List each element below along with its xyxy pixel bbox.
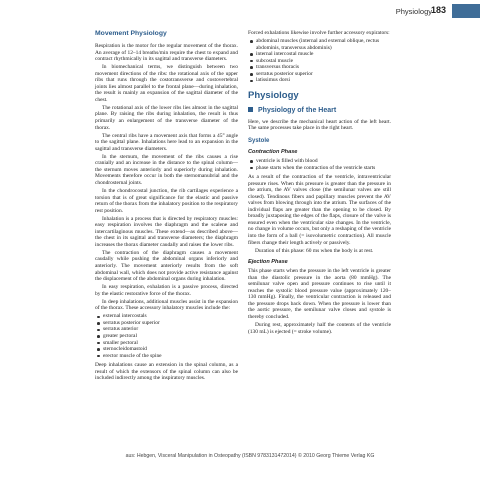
list-item: serratus posterior superior — [95, 320, 238, 327]
paragraph: The central ribs have a movement axis that forms a 45° angle to the sagittal plane. Inhalations here lead to an expansion in the sagittal and transverse diameters. — [95, 132, 238, 152]
list-item: abdominal muscles (internal and external oblique, rectus abdominis, transversus abdominis) — [248, 38, 391, 51]
list-item: ventricle is filled with blood — [248, 158, 391, 165]
ejection-phase-heading: Ejection Phase — [248, 259, 288, 266]
list-item: transversus thoracis — [248, 64, 391, 71]
paragraph: Forced exhalations likewise involve further accessory expirators: — [248, 30, 390, 36]
paragraph: In deep inhalations, additional muscles assist in the expansion of the thorax. These accessory inhalatory muscles include the: — [95, 298, 238, 312]
left-column — [95, 30, 238, 383]
paragraph: In easy respiration, exhalation is a passive process, directed by the elastic restorative force of the thorax. — [95, 284, 238, 297]
copyright-footer: aus: Hebgen, Visceral Manipulation in Osteopathy (ISBN 9783131472014) © 2010 Georg Thieme Verlag KG — [125, 453, 375, 459]
systole-heading: Systole — [248, 137, 270, 144]
page-number: 183 — [430, 5, 446, 15]
list-item: serratus posterior superior — [248, 71, 391, 78]
paragraph: In the chondrocostal junction, the rib cartilages experience a torsion that is of great significance for the elastic and passive return of the thorax from the inhalatory position to the respiratory rest position. — [95, 187, 238, 214]
physiology-section-title: Physiology — [248, 89, 299, 101]
list-item: external intercostals — [95, 313, 238, 320]
running-header — [0, 4, 480, 20]
paragraph: Deep inhalations cause an extension in the spinal column, as a result of which the extensors of the spinal column can also be included indirectly among the inspiratory muscles. — [95, 362, 238, 382]
list-item: erector muscle of the spine — [95, 353, 238, 360]
heart-physiology-heading — [248, 107, 391, 114]
paragraph: Duration of this phase: 60 ms when the body is at rest. — [255, 247, 374, 254]
list-item: internal intercostal muscle — [248, 51, 391, 58]
list-item: phase starts when the contraction of the ventricle starts — [248, 165, 391, 172]
chapter-tab — [452, 4, 480, 18]
paragraph: Inhalation is a process that is directed by respiratory muscles: easy respiration involves the diaphragm and the scalene and intercartilaginous muscles. These extend—as described above—the chest in its sagittal and transverse diameters; the diaphragm increases the thorax diameter caudally and raises the lower ribs. — [95, 215, 238, 248]
paragraph: During rest, approximately half the contents of the ventricle (130 mL) is ejected (= stroke volume). — [248, 322, 391, 335]
list-item: subcostal muscle — [248, 58, 391, 65]
right-column — [248, 30, 391, 337]
inspiratory-muscles-list — [95, 313, 238, 359]
list-item: latissimus dorsi — [248, 77, 391, 84]
square-bullet-icon — [248, 107, 253, 112]
paragraph: In biomechanical terms, we distinguish between two movement directions of the ribs: the rotational axis of the upper ribs that runs through the costotransverse and costovertebral joints lies almost parallel to the frontal plane—during inhalation, the result is mainly an expansion of the sagittal diameter of the chest. — [95, 64, 238, 103]
paragraph: Respiration is the motor for the regular movement of the thorax. An average of 12–14 breaths/min require the chest to expand and contract rhythmically in its sagittal and transverse diameters. — [95, 43, 238, 63]
header-section-title: Physiology — [395, 7, 432, 16]
list-item: smaller pectoral — [95, 340, 238, 347]
contraction-phase-heading: Contraction Phase — [248, 148, 298, 155]
heading-text: Physiology of the Heart — [258, 106, 337, 114]
paragraph: In the sternum, the movement of the ribs causes a rise cranially and an increase in the distance to the spinal column—the sternum moves anteriorly and superiorly during inhalation. Movements therefore occur in both the sternomanubrial and the chondrosternal joints. — [95, 153, 238, 186]
paragraph: As a result of the contraction of the ventricle, intraventricular pressure rises. When this pressure is greater than the pressure in the atrium, the AV valves close (the semilunar valves are still closed). Tendinous fibers and papillary muscles prevent the AV valves from blowing through into the atrium. The surfaces of the individual flaps are greater than the opening to be closed. By broadly juxtaposing the edges of the flaps, closure of the valve is ensured even when the ventricular size changes. In the ventricle, no change in volume occurs, but only a reshaping of the ventricle into the form of a ball (= isovolumetric contraction). All muscle fibers change their length actively or passively. — [248, 174, 391, 246]
movement-physiology-heading: Movement Physiology — [95, 30, 167, 37]
list-item: greater pectoral — [95, 333, 238, 340]
list-item: sternocleidomastoid — [95, 346, 238, 353]
paragraph: The contraction of the diaphragm causes a movement caudally while pushing the abdominal organs inferiorly and anteriorly. The movement anteriorly results from the soft abdominal wall, which does not provide active resistance against the displacement of the abdominal organs during inhalation. — [95, 249, 238, 283]
paragraph: Here, we describe the mechanical heart action of the left heart. The same processes take place in the right heart. — [248, 118, 391, 132]
paragraph: The rotational axis of the lower ribs lies almost in the sagittal plane. By raising the ribs during inhalation, the result is thus primarily an enlargement of the transverse diameter of the thorax. — [95, 104, 238, 131]
paragraph: This phase starts when the pressure in the left ventricle is greater than the diastolic pressure in the aorta (80 mmHg). The semilunar valve open and pressure continues to rise until it reaches the systolic blood pressure value (approximately 120–130 mmHg). Finally, the ventricular contraction is released and the pressure drops back down. When the pressure is lower than the aortic pressure, the semilunar valve closes and systole is thereby concluded. — [248, 268, 391, 320]
list-item: serratus anterior — [95, 326, 238, 333]
contraction-list — [248, 158, 391, 171]
expirators-list — [248, 38, 391, 84]
